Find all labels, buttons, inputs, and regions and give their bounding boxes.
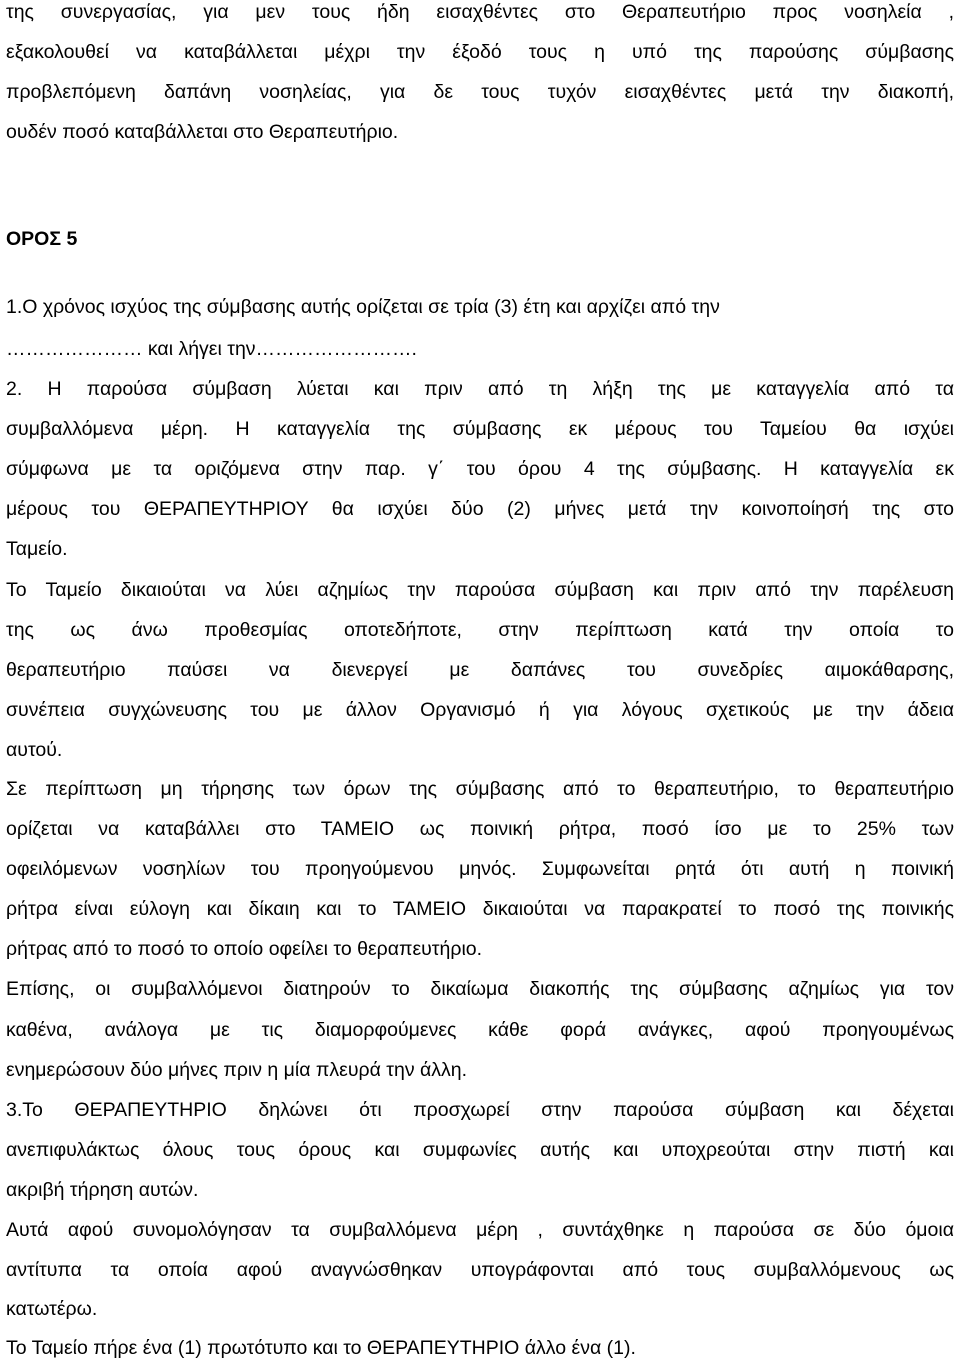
- text-line: ………………… και λήγει την…………………….: [6, 338, 417, 360]
- text-line: προβλεπόμενη δαπάνη νοσηλείας, για δε τους τυχόν εισαχθέντες μετά την διακοπή,: [6, 81, 954, 103]
- text-line: κατωτέρω.: [6, 1298, 98, 1320]
- text-line: συνέπεια συγχώνευσης του με άλλον Οργανισμό ή για λόγους σχετικούς με την άδεια: [6, 699, 954, 721]
- text-line: Σε περίπτωση μη τήρησης των όρων της σύμβασης από το θεραπευτήριο, το θεραπευτήριο: [6, 778, 954, 800]
- text-line: αντίτυπα τα οποία αφού αναγνώσθηκαν υπογράφονται από τους συμβαλλόμενους ως: [6, 1259, 954, 1281]
- text-line: συμβαλλόμενα μέρη. Η καταγγελία της σύμβασης εκ μέρους του Ταμείου θα ισχύει: [6, 418, 954, 440]
- text-line: Επίσης, οι συμβαλλόμενοι διατηρούν το δικαίωμα διακοπής της σύμβασης αζημίως για τον: [6, 978, 954, 1000]
- text-line: 3.Το ΘΕΡΑΠΕΥΤΗΡΙΟ δηλώνει ότι προσχωρεί στην παρούσα σύμβαση και δέχεται: [6, 1099, 954, 1121]
- text-line: Ταμείο.: [6, 538, 68, 560]
- text-line: ουδέν ποσό καταβάλλεται στο Θεραπευτήριο.: [6, 121, 399, 143]
- text-line: ενημερώσουν δύο μήνες πριν η μία πλευρά την άλλη.: [6, 1059, 468, 1081]
- text-line: εξακολουθεί να καταβάλλεται μέχρι την έξοδό τους η υπό της παρούσης σύμβασης: [6, 41, 954, 63]
- text-line: Το Ταμείο δικαιούται να λύει αζημίως την παρούσα σύμβαση και πριν από την παρέλευση: [6, 579, 954, 601]
- section-heading: ΟΡΟΣ 5: [6, 228, 78, 250]
- text-line: Το Ταμείο πήρε ένα (1) πρωτότυπο και το ΘΕΡΑΠΕΥΤΗΡΙΟ άλλο ένα (1).: [6, 1337, 636, 1359]
- text-line: ανεπιφυλάκτως όλους τους όρους και συμφωνίες αυτής και υποχρεούται στην πιστή και: [6, 1139, 954, 1161]
- text-line: ακριβή τήρηση αυτών.: [6, 1179, 199, 1201]
- text-line: μέρους του ΘΕΡΑΠΕΥΤΗΡΙΟΥ θα ισχύει δύο (2) μήνες μετά την κοινοποίησή της στο: [6, 498, 954, 520]
- text-line: σύμφωνα με τα οριζόμενα στην παρ. γ΄ του όρου 4 της σύμβασης. Η καταγγελία εκ: [6, 458, 954, 480]
- text-line: ρήτρα είναι εύλογη και δίκαιη και το ΤΑΜΕΙΟ δικαιούται να παρακρατεί το ποσό της ποινικής: [6, 898, 954, 920]
- text-line: 2. Η παρούσα σύμβαση λύεται και πριν από τη λήξη της με καταγγελία από τα: [6, 378, 954, 400]
- text-line: οφειλόμενων νοσηλίων του προηγούμενου μηνός. Συμφωνείται ρητά ότι αυτή η ποινική: [6, 858, 954, 880]
- text-line: Αυτά αφού συνομολόγησαν τα συμβαλλόμενα μέρη , συντάχθηκε η παρούσα σε δύο όμοια: [6, 1219, 954, 1241]
- text-line: της συνεργασίας, για μεν τους ήδη εισαχθέντες στο Θεραπευτήριο προς νοσηλεία ,: [6, 1, 954, 23]
- text-line: αυτού.: [6, 739, 63, 761]
- text-line: ρήτρας από το ποσό το οποίο οφείλει το θεραπευτήριο.: [6, 938, 483, 960]
- text-line: ορίζεται να καταβάλλει στο ΤΑΜΕΙΟ ως ποινική ρήτρα, ποσό ίσο με το 25% των: [6, 818, 954, 840]
- text-line: καθένα, ανάλογα με τις διαμορφούμενες κάθε φορά ανάγκες, αφού προηγουμένως: [6, 1019, 954, 1041]
- text-line: της ως άνω προθεσμίας οποτεδήποτε, στην περίπτωση κατά την οποία το: [6, 619, 954, 641]
- text-line: 1.Ο χρόνος ισχύος της σύμβασης αυτής ορίζεται σε τρία (3) έτη και αρχίζει από την: [6, 296, 720, 318]
- text-line: θεραπευτήριο παύσει να διενεργεί με δαπάνες του συνεδρίες αιμοκάθαρσης,: [6, 659, 954, 681]
